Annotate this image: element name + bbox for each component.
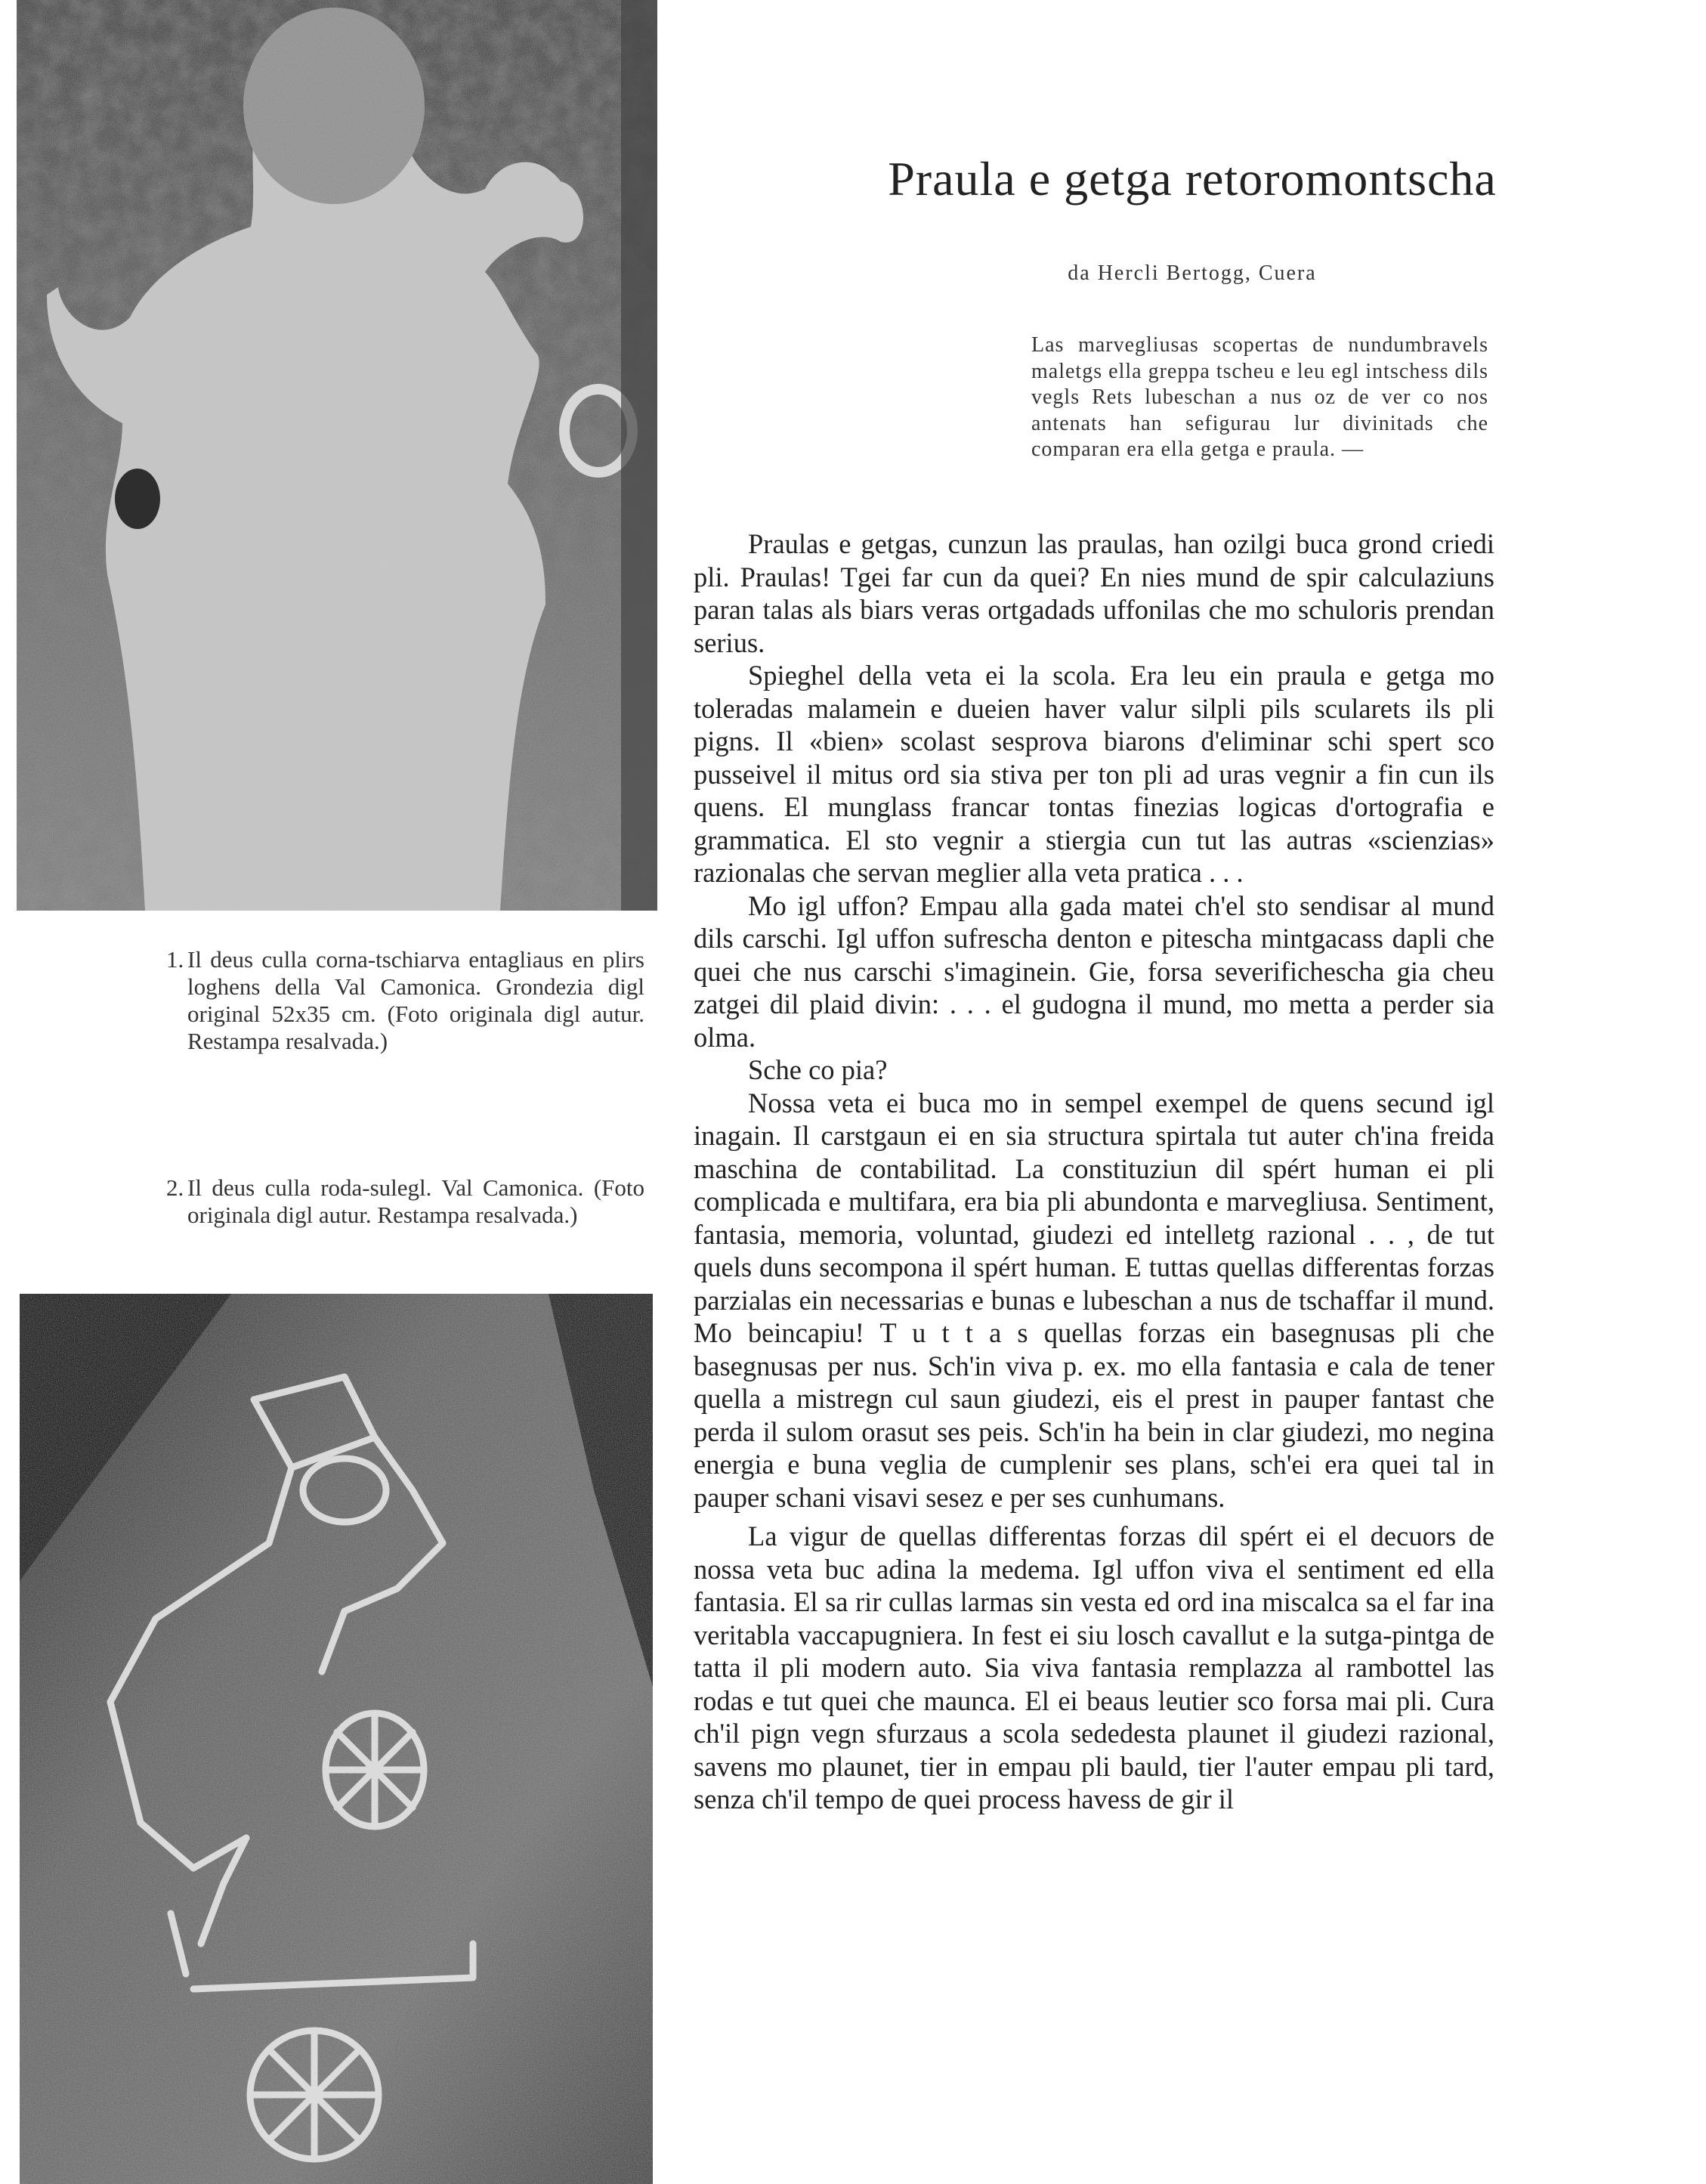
figure-caption-1 <box>166 946 644 1055</box>
article-body <box>694 527 1494 1816</box>
caption-text: Il deus culla corna-tschiarva entagliaus en plirs loghens della Val Camonica. Grondezia digl original 52x35 cm. (Foto originala digl autur. Restampa resalvada.) <box>187 946 644 1054</box>
body-paragraph: Nossa veta ei buca mo in sempel exempel de quens secund igl inagain. Il carstgaun ei en sia structura spirtala tut auter ch'ina freida maschina de contabilitad. La constituziun dil spért human ei pli complicada e multifara, era bia pli abundonta e marvegliusa. Sentiment, fantasia, memoria, voluntad, giudezi ed intelletg razional . . , de tut quels duns secompona il spért human. E tuttas quellas differentas forzas parzialas ein necessarias e bunas e lubeschan a nus de tschaffar il mund. Mo beincapiu! T u t t a s quellas forzas ein basegnusas pli che basegnusas per nus. Sch'in viva p. ex. mo ella fantasia e cala de tener quella a mistregn cul saun giudezi, eis el prest in pauper fantast che perda il sulom orasut ses peis. Sch'in ha bein in clar giudezi, mo negina energia e buna veglia de cumplenir ses plans, sch'ei era quei tal in pauper schani visavi sesez e per ses cunhumans. <box>694 1087 1494 1513</box>
article-byline: da Hercli Bertogg, Cuera <box>1068 261 1317 285</box>
figure-number: 1. <box>166 946 184 973</box>
body-paragraph: Spieghel della veta ei la scola. Era leu ein praula e getga mo toleradas malamein e dueien haver valur silpli pils scularets ils pli pigns. Il «bien» scolast sesprova biarons d'eliminar schi spert sco pusseivel il mitus ord sia stiva per ton pli ad uras vegnir a fin cun ils quens. El munglass francar tontas finezias logicas d'ortografia e grammatica. El sto vegnir a stiergia cun tut las autras «scienzias» razionalas che servan meglier alla veta pratica . . . <box>694 660 1494 888</box>
article-title: Praula e getga retoromontscha <box>888 152 1497 206</box>
body-paragraph: Sche co pia? <box>748 1054 888 1085</box>
body-paragraph: La vigur de quellas differentas forzas dil spért ei el decuors de nossa veta buc adina la medema. Igl uffon viva el sentiment ed ella fantasia. El sa rir cullas larmas sin vesta ed ord ina miscalca sa el far ina veritabla vaccapugniera. In fest ei siu losch cavallut e la sutga-pintga de tatta il pli modern auto. Sia viva fantasia remplazza al rambottel las rodas e tut quei che maunca. El ei beaus leutier sco forsa mai pli. Cura ch'il pign vegn sfurzaus a scola sededesta plaunet il giudezi razional, savens mo plaunet, tier in empau pli bauld, tier l'auter empau pli tard, senza ch'il tempo de quei process havess de gir il <box>694 1520 1494 1814</box>
body-paragraph: Mo igl uffon? Empau alla gada matei ch'el sto sendisar al mund dils carschi. Igl uffon sufrescha denton e pitescha mintgacass dapli che quei che nus carschi s'imaginein. Gie, forsa severificheschа gia cheu zatgei dil plaid divin: . . . el gudogna il mund, mo metta a perder sia olma. <box>694 889 1494 1053</box>
figure-number: 2. <box>166 1174 184 1201</box>
caption-text: Il deus culla roda-sulegl. Val Camonica. (Foto originala digl autur. Restampa resalvada.) <box>187 1174 644 1228</box>
photo-sun-wheel-god <box>20 1294 653 2184</box>
figure-caption-2 <box>166 1174 644 1229</box>
body-paragraph: Praulas e getgas, cunzun las praulas, han ozilgi buca grond criedi pli. Praulas! Tgei far cun da quei? En nies mund de spir calculaziuns paran talas als biars veras ortgadads uffonilas che mo schuloris prendan serius. <box>694 528 1494 658</box>
photo-antlered-god <box>17 0 657 911</box>
article-lead: Las marvegliusas scopertas de nundumbravels maletgs ella greppa tscheu e leu egl intschess dils vegls Rets lubeschan a nus oz de ver co nos antenats han sefigurau lur divinitads che comparan era ella getga e praula. — <box>1031 333 1488 461</box>
